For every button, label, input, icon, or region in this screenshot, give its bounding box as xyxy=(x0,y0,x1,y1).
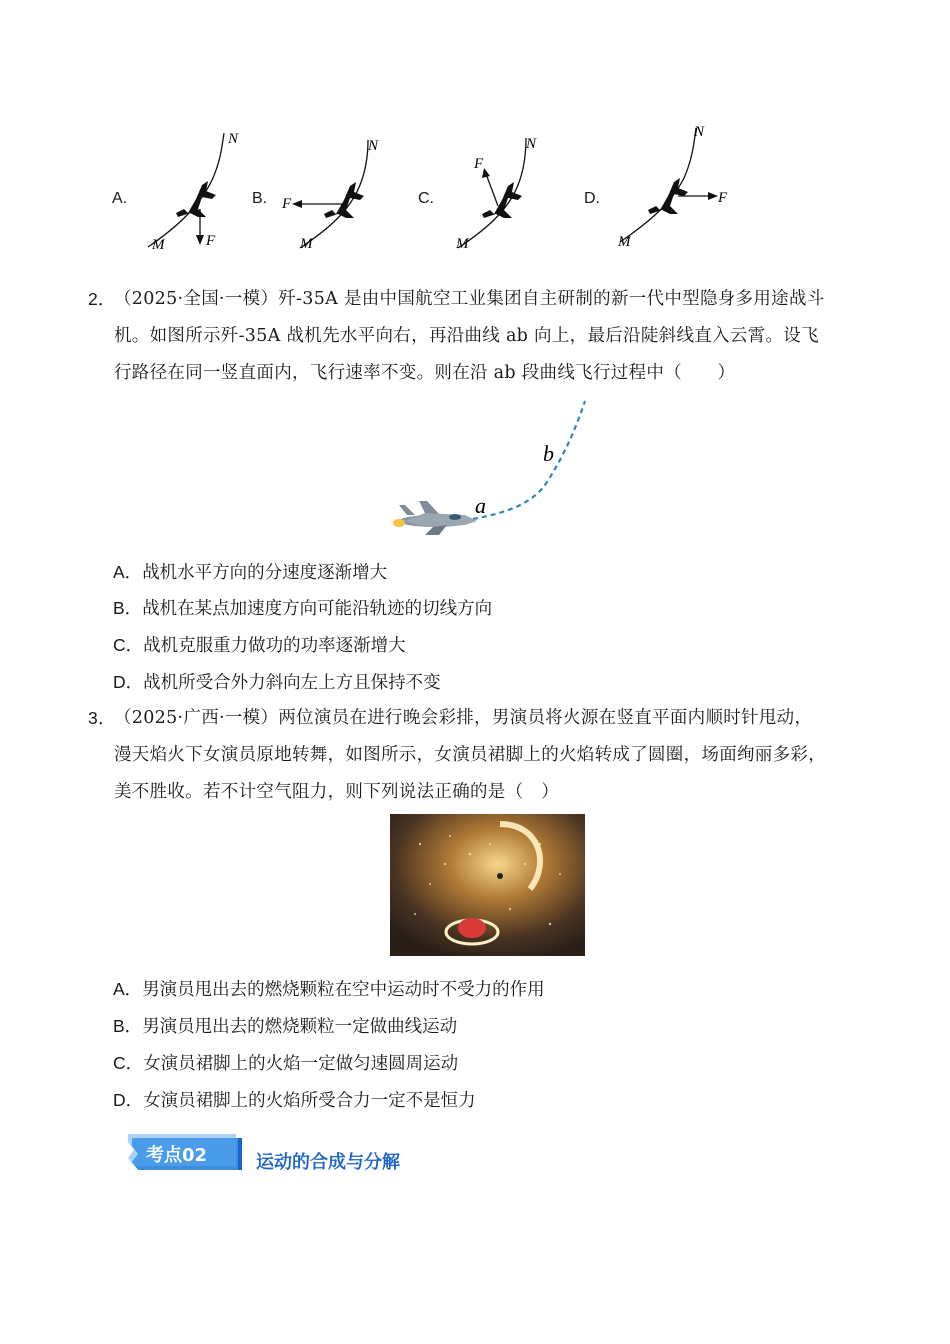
q3-option-c-letter: C． xyxy=(113,1053,144,1073)
q2-option-b-letter: B． xyxy=(113,598,143,618)
q3-stem-line1: （2025·广西·一模）两位演员在进行晚会彩排，男演员将火源在竖直平面内顺时针甩动， xyxy=(114,708,813,728)
option-b-label: B. xyxy=(252,190,268,207)
q2-option-d xyxy=(113,670,441,695)
label-m-d: M xyxy=(618,234,631,250)
label-n-d: N xyxy=(694,124,705,140)
option-b-figure xyxy=(280,130,390,255)
q3-option-c xyxy=(113,1051,458,1076)
q3-option-d-letter: D． xyxy=(113,1090,144,1110)
q2-stem-line3: 行路径在同一竖直面内，飞行速率不变。则在沿 ab 段曲线飞行过程中（ ） xyxy=(114,363,736,383)
q3-photo-fireworks xyxy=(390,814,585,956)
q2-option-b-text: 战机在某点加速度方向可能沿轨迹的切线方向 xyxy=(142,599,493,619)
label-f-d: F xyxy=(718,190,728,206)
q3-option-c-text: 女演员裙脚上的火焰一定做匀速圆周运动 xyxy=(143,1054,459,1074)
label-n-a: N xyxy=(228,131,239,147)
kaodian-title: 运动的合成与分解 xyxy=(256,1152,400,1173)
label-f-b: F xyxy=(282,196,292,212)
option-d-figure xyxy=(612,120,742,250)
q2-option-b xyxy=(113,596,492,621)
q3-option-a xyxy=(113,977,545,1002)
option-a-figure xyxy=(140,125,240,255)
kaodian-tag-text: 考点02 xyxy=(146,1145,208,1166)
option-a-label: A. xyxy=(112,190,128,207)
option-d-label: D. xyxy=(584,190,600,207)
q3-stem-line3: 美不胜收。若不计空气阻力，则下列说法正确的是（ ） xyxy=(114,782,559,802)
label-n-c: N xyxy=(526,136,537,152)
q3-option-d xyxy=(113,1088,476,1113)
q2-figure xyxy=(385,395,605,540)
q2-option-a-letter: A． xyxy=(113,562,143,582)
label-b: b xyxy=(543,441,554,466)
q3-option-a-text: 男演员甩出去的燃烧颗粒在空中运动时不受力的作用 xyxy=(142,980,545,1000)
q2-option-c-text: 战机克服重力做功的功率逐渐增大 xyxy=(143,636,406,656)
q2-option-c xyxy=(113,633,406,658)
q2-number: 2． xyxy=(88,289,116,309)
q2-option-c-letter: C． xyxy=(113,635,144,655)
q2-option-d-letter: D． xyxy=(113,672,144,692)
q2-stem-line2: 机。如图所示歼-35A 战机先水平向右，再沿曲线 ab 向上，最后沿陡斜线直入云霄。设飞 xyxy=(114,326,819,346)
label-a: a xyxy=(475,493,486,518)
option-c-label: C. xyxy=(418,190,434,207)
q3-option-a-letter: A． xyxy=(113,979,143,999)
jet-silhouette-b xyxy=(324,182,364,218)
q2-option-d-text: 战机所受合外力斜向左上方且保持不变 xyxy=(143,673,441,693)
q2-option-a-text: 战机水平方向的分速度逐渐增大 xyxy=(142,563,388,583)
q2-stem-line1: （2025·全国·一模）歼-35A 是由中国航空工业集团自主研制的新一代中型隐身多用途战斗 xyxy=(114,289,825,309)
label-m-c: M xyxy=(456,236,469,252)
label-m-a: M xyxy=(152,237,165,253)
q2-option-a xyxy=(113,560,387,585)
jet-silhouette-c xyxy=(482,182,522,218)
label-n-b: N xyxy=(368,138,379,154)
label-m-b: M xyxy=(300,236,313,252)
q3-option-b xyxy=(113,1014,457,1039)
q3-stem-line2: 漫天焰火下女演员原地转舞，如图所示，女演员裙脚上的火焰转成了圆圈，场面绚丽多彩， xyxy=(114,745,826,765)
option-c-figure xyxy=(448,130,548,255)
q3-option-b-letter: B． xyxy=(113,1016,143,1036)
q3-option-d-text: 女演员裙脚上的火焰所受合力一定不是恒力 xyxy=(143,1091,476,1111)
fighter-jet-image xyxy=(393,501,477,535)
label-f-c: F xyxy=(474,156,484,172)
q3-option-b-text: 男演员甩出去的燃烧颗粒一定做曲线运动 xyxy=(142,1017,458,1037)
q3-number: 3． xyxy=(88,708,116,728)
label-f-a: F xyxy=(206,233,216,249)
dashed-flight-path xyxy=(473,401,585,519)
jet-silhouette-a xyxy=(176,181,216,217)
